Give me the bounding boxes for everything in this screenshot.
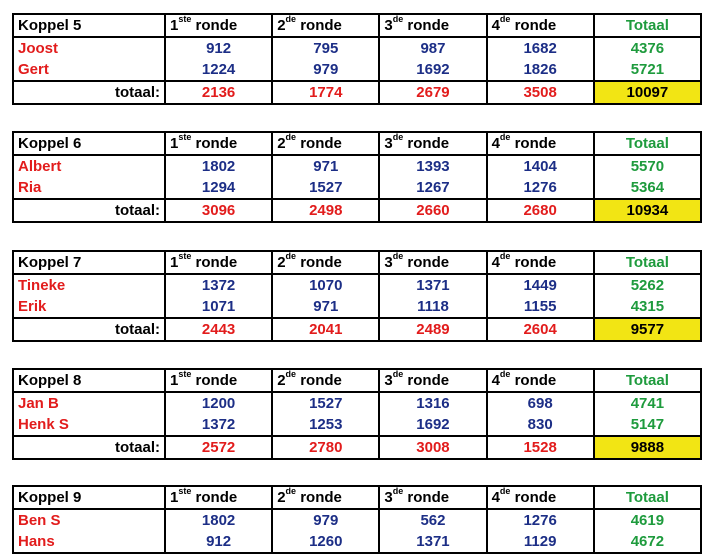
total-header: Totaal xyxy=(594,486,701,509)
player-total: 4315 xyxy=(594,296,701,318)
round-4-header: 4de ronde xyxy=(487,14,594,37)
round-score: 1224 xyxy=(165,59,272,81)
round-1-header: 1ste ronde xyxy=(165,369,272,392)
player-name: Gert xyxy=(13,59,165,81)
koppel-5-table xyxy=(12,13,702,105)
round-score: 1155 xyxy=(487,296,594,318)
player-total: 5262 xyxy=(594,274,701,296)
round-score: 1404 xyxy=(487,155,594,177)
player-row xyxy=(13,59,701,81)
round-3-header: 3de ronde xyxy=(379,14,486,37)
round-4-header: 4de ronde xyxy=(487,132,594,155)
player-total: 5364 xyxy=(594,177,701,199)
player-name: Albert xyxy=(13,155,165,177)
round-sum: 1528 xyxy=(487,436,594,459)
round-sum: 2660 xyxy=(379,199,486,222)
round-score: 1129 xyxy=(487,531,594,553)
player-row xyxy=(13,37,701,59)
total-label: totaal: xyxy=(13,436,165,459)
couple-title: Koppel 6 xyxy=(13,132,165,155)
total-header: Totaal xyxy=(594,251,701,274)
header-row xyxy=(13,132,701,155)
round-1-header: 1ste ronde xyxy=(165,14,272,37)
round-score: 1260 xyxy=(272,531,379,553)
totals-row xyxy=(13,318,701,341)
player-name: Ben S xyxy=(13,509,165,531)
round-sum: 2679 xyxy=(379,81,486,104)
round-1-header: 1ste ronde xyxy=(165,486,272,509)
round-score: 562 xyxy=(379,509,486,531)
round-score: 1070 xyxy=(272,274,379,296)
player-name: Joost xyxy=(13,37,165,59)
round-score: 912 xyxy=(165,531,272,553)
round-score: 912 xyxy=(165,37,272,59)
round-2-header: 2de ronde xyxy=(272,14,379,37)
round-score: 1692 xyxy=(379,59,486,81)
round-score: 795 xyxy=(272,37,379,59)
player-name: Hans xyxy=(13,531,165,553)
round-sum: 2572 xyxy=(165,436,272,459)
round-score: 979 xyxy=(272,509,379,531)
round-score: 971 xyxy=(272,296,379,318)
round-3-header: 3de ronde xyxy=(379,369,486,392)
round-4-header: 4de ronde xyxy=(487,369,594,392)
round-3-header: 3de ronde xyxy=(379,132,486,155)
round-score: 698 xyxy=(487,392,594,414)
totals-row xyxy=(13,199,701,222)
player-row xyxy=(13,509,701,531)
player-row xyxy=(13,155,701,177)
round-score: 987 xyxy=(379,37,486,59)
koppel-6-table xyxy=(12,131,702,223)
round-score: 1449 xyxy=(487,274,594,296)
round-sum: 2443 xyxy=(165,318,272,341)
round-sum: 3008 xyxy=(379,436,486,459)
round-score: 971 xyxy=(272,155,379,177)
round-4-header: 4de ronde xyxy=(487,486,594,509)
round-sum: 2604 xyxy=(487,318,594,341)
round-sum: 2041 xyxy=(272,318,379,341)
header-row xyxy=(13,369,701,392)
couple-title: Koppel 5 xyxy=(13,14,165,37)
grand-total: 10097 xyxy=(594,81,701,104)
round-score: 1527 xyxy=(272,392,379,414)
player-total: 5570 xyxy=(594,155,701,177)
round-score: 1316 xyxy=(379,392,486,414)
round-score: 1071 xyxy=(165,296,272,318)
round-score: 1802 xyxy=(165,155,272,177)
round-sum: 2489 xyxy=(379,318,486,341)
koppel-8-table xyxy=(12,368,702,460)
round-2-header: 2de ronde xyxy=(272,132,379,155)
round-sum: 2136 xyxy=(165,81,272,104)
round-score: 1393 xyxy=(379,155,486,177)
round-score: 1372 xyxy=(165,274,272,296)
round-score: 1276 xyxy=(487,509,594,531)
player-row xyxy=(13,274,701,296)
couple-title: Koppel 9 xyxy=(13,486,165,509)
player-total: 4741 xyxy=(594,392,701,414)
player-name: Erik xyxy=(13,296,165,318)
round-score: 1371 xyxy=(379,274,486,296)
totals-row xyxy=(13,436,701,459)
player-name: Ria xyxy=(13,177,165,199)
player-name: Henk S xyxy=(13,414,165,436)
total-label: totaal: xyxy=(13,318,165,341)
round-score: 1253 xyxy=(272,414,379,436)
round-sum: 3096 xyxy=(165,199,272,222)
round-score: 979 xyxy=(272,59,379,81)
player-total: 4672 xyxy=(594,531,701,553)
round-score: 1527 xyxy=(272,177,379,199)
round-score: 1692 xyxy=(379,414,486,436)
total-label: totaal: xyxy=(13,199,165,222)
grand-total: 9577 xyxy=(594,318,701,341)
round-score: 1826 xyxy=(487,59,594,81)
player-row xyxy=(13,531,701,553)
round-1-header: 1ste ronde xyxy=(165,251,272,274)
header-row xyxy=(13,486,701,509)
header-row xyxy=(13,14,701,37)
player-row xyxy=(13,392,701,414)
player-total: 4619 xyxy=(594,509,701,531)
round-score: 1682 xyxy=(487,37,594,59)
couple-title: Koppel 8 xyxy=(13,369,165,392)
round-sum: 1774 xyxy=(272,81,379,104)
player-row xyxy=(13,177,701,199)
round-score: 1294 xyxy=(165,177,272,199)
round-score: 1118 xyxy=(379,296,486,318)
player-row xyxy=(13,296,701,318)
round-score: 1267 xyxy=(379,177,486,199)
round-sum: 2780 xyxy=(272,436,379,459)
totals-row xyxy=(13,81,701,104)
koppel-9-table xyxy=(12,485,702,554)
round-3-header: 3de ronde xyxy=(379,486,486,509)
round-sum: 2680 xyxy=(487,199,594,222)
player-total: 5721 xyxy=(594,59,701,81)
round-score: 1802 xyxy=(165,509,272,531)
round-3-header: 3de ronde xyxy=(379,251,486,274)
round-score: 1371 xyxy=(379,531,486,553)
couple-title: Koppel 7 xyxy=(13,251,165,274)
total-header: Totaal xyxy=(594,132,701,155)
total-header: Totaal xyxy=(594,14,701,37)
round-1-header: 1ste ronde xyxy=(165,132,272,155)
grand-total: 10934 xyxy=(594,199,701,222)
player-total: 5147 xyxy=(594,414,701,436)
round-4-header: 4de ronde xyxy=(487,251,594,274)
total-header: Totaal xyxy=(594,369,701,392)
player-name: Jan B xyxy=(13,392,165,414)
koppel-7-table xyxy=(12,250,702,342)
round-score: 1276 xyxy=(487,177,594,199)
round-score: 830 xyxy=(487,414,594,436)
player-total: 4376 xyxy=(594,37,701,59)
round-2-header: 2de ronde xyxy=(272,486,379,509)
round-2-header: 2de ronde xyxy=(272,369,379,392)
round-sum: 2498 xyxy=(272,199,379,222)
round-score: 1372 xyxy=(165,414,272,436)
header-row xyxy=(13,251,701,274)
round-score: 1200 xyxy=(165,392,272,414)
total-label: totaal: xyxy=(13,81,165,104)
round-2-header: 2de ronde xyxy=(272,251,379,274)
player-row xyxy=(13,414,701,436)
player-name: Tineke xyxy=(13,274,165,296)
round-sum: 3508 xyxy=(487,81,594,104)
grand-total: 9888 xyxy=(594,436,701,459)
